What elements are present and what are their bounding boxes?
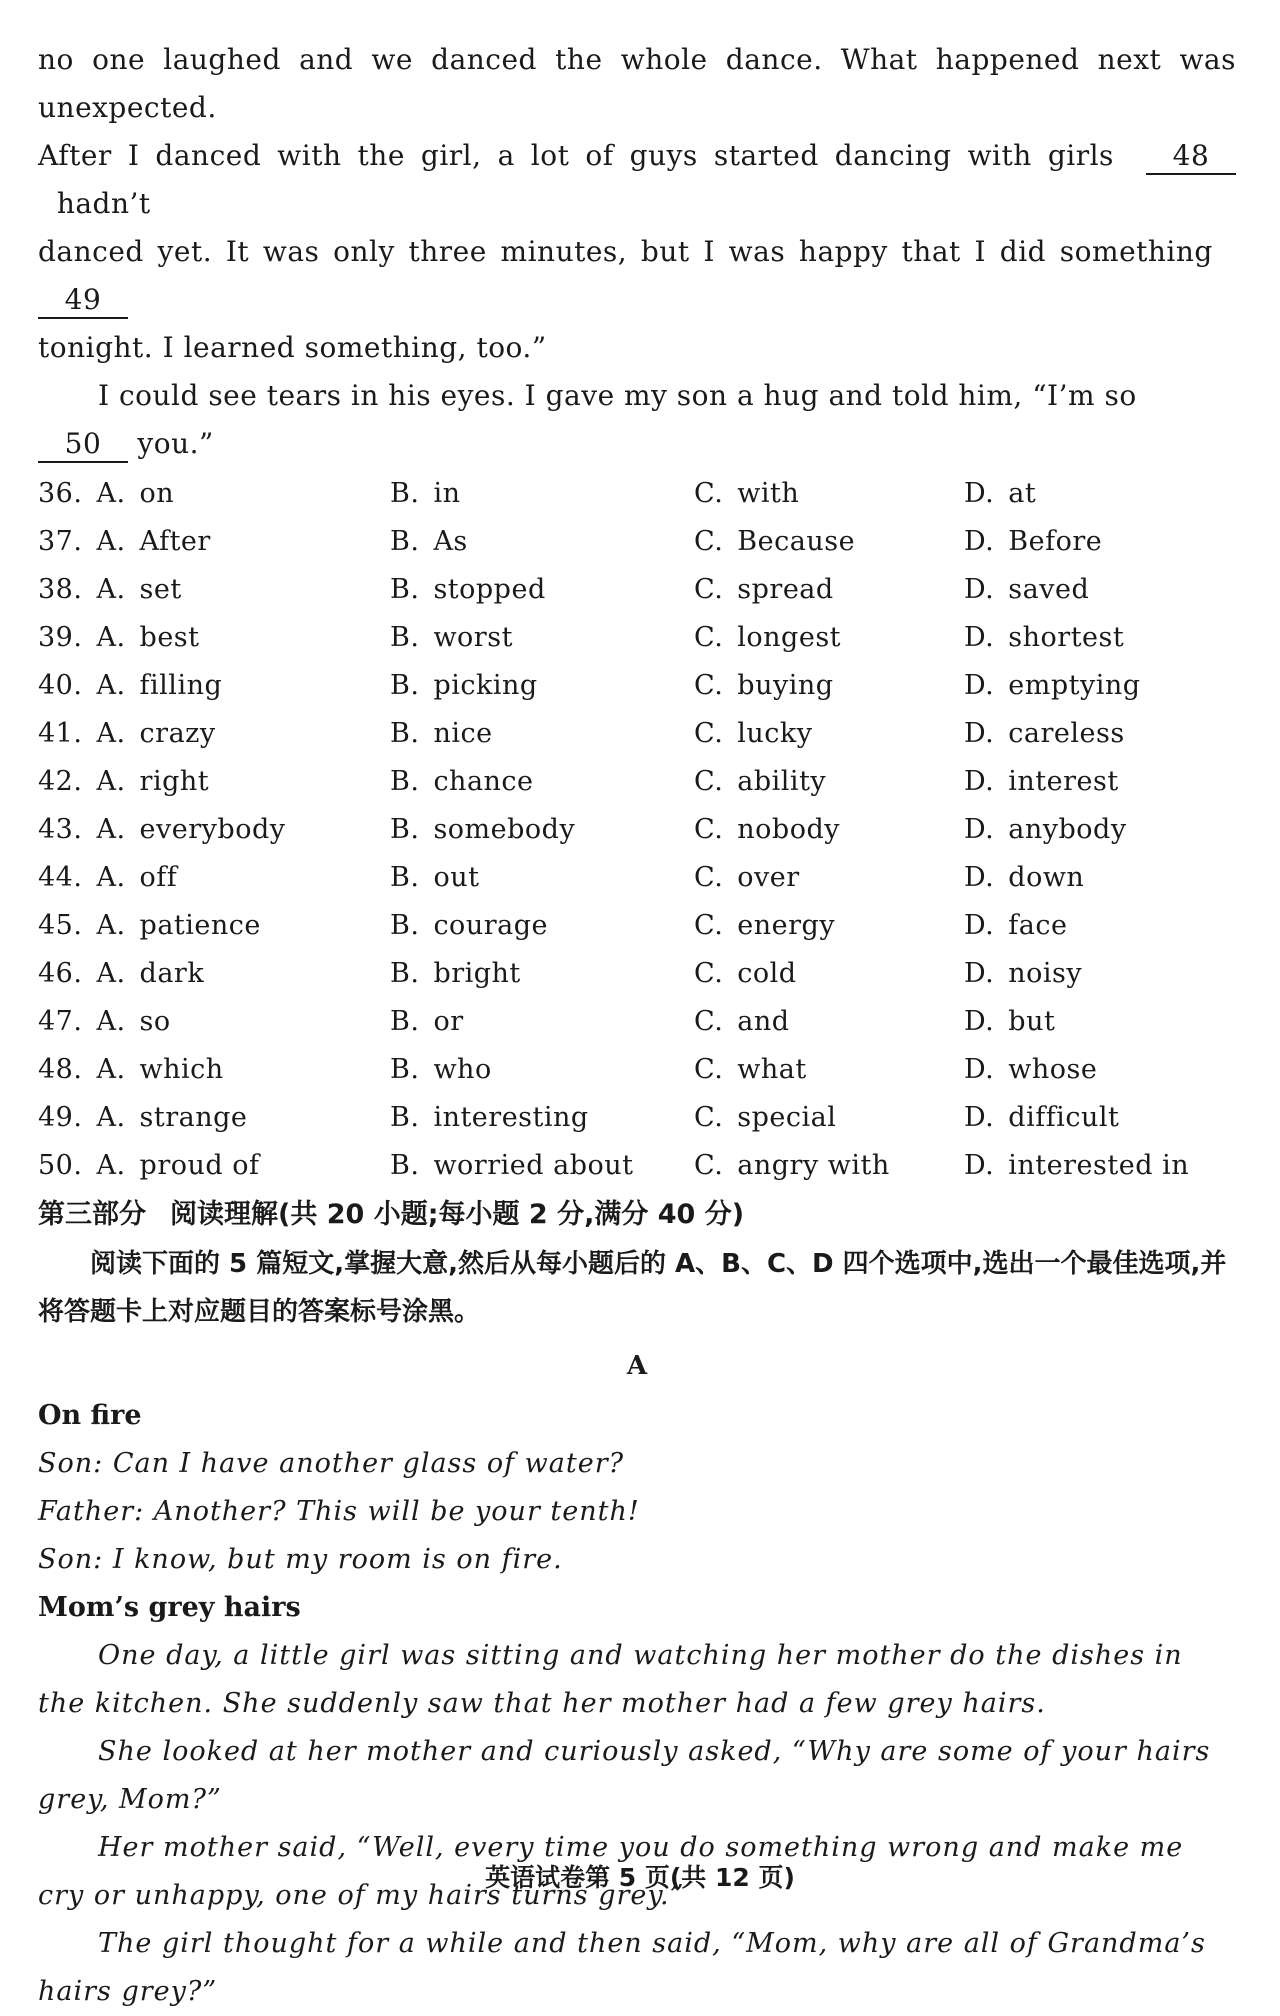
option-letter: D. (964, 718, 995, 749)
option-letter: D. (964, 766, 995, 797)
option-text: lucky (737, 718, 813, 749)
option-b (390, 1046, 694, 1094)
option-a (38, 758, 390, 806)
option-letter: A. (96, 862, 126, 893)
option-letter: D. (964, 622, 995, 653)
option-a (38, 854, 390, 902)
question-row (38, 1094, 1236, 1142)
passage-text: After I danced with the girl, a lot of guys started dancing with girls (38, 139, 1114, 172)
option-text: shortest (1008, 622, 1125, 653)
option-text: which (139, 1054, 224, 1085)
option-text: worried about (433, 1150, 634, 1181)
option-text: interesting (433, 1102, 589, 1133)
question-number: 38. (38, 574, 83, 605)
story-paragraph: She looked at her mother and curiously asked, “Why are some of your hairs grey, Mom?” (38, 1736, 1211, 1815)
passage-line (38, 420, 1236, 468)
question-number: 40. (38, 670, 83, 701)
blank-49: 49 (38, 283, 128, 319)
option-letter: D. (964, 670, 995, 701)
question-row (38, 518, 1236, 566)
option-a (38, 1094, 390, 1142)
option-letter: A. (96, 1054, 126, 1085)
option-letter: B. (390, 1102, 420, 1133)
option-letter: B. (390, 574, 420, 605)
option-letter: B. (390, 814, 420, 845)
option-letter: B. (390, 1006, 420, 1037)
passage-line (38, 132, 1236, 228)
question-row (38, 758, 1236, 806)
question-row (38, 902, 1236, 950)
option-d (964, 1142, 1224, 1190)
option-text: courage (433, 910, 548, 941)
option-text: off (139, 862, 178, 893)
question-number: 42. (38, 766, 83, 797)
option-b (390, 614, 694, 662)
question-number: 47. (38, 1006, 83, 1037)
option-text: crazy (139, 718, 216, 749)
option-b (390, 470, 694, 518)
option-a (38, 566, 390, 614)
option-b (390, 902, 694, 950)
option-c (694, 950, 964, 998)
option-text: set (139, 574, 182, 605)
option-letter: C. (694, 1150, 724, 1181)
option-b (390, 758, 694, 806)
option-b (390, 1094, 694, 1142)
option-text: chance (433, 766, 534, 797)
option-c (694, 998, 964, 1046)
option-letter: B. (390, 526, 420, 557)
passage-text: hadn’t (56, 187, 151, 220)
option-d (964, 470, 1224, 518)
option-a (38, 518, 390, 566)
option-text: interest (1008, 766, 1119, 797)
joke-title: On fire (38, 1400, 142, 1431)
passage-line: no one laughed and we danced the whole dance. What happened next was unexpected. (38, 43, 1236, 124)
option-text: whose (1008, 1054, 1098, 1085)
passage-line: tonight. I learned something, too.” (38, 331, 547, 364)
option-text: with (737, 478, 800, 509)
option-letter: B. (390, 862, 420, 893)
option-letter: A. (96, 958, 126, 989)
question-number: 48. (38, 1054, 83, 1085)
option-text: interested in (1008, 1150, 1190, 1181)
option-text: Because (737, 526, 856, 557)
option-letter: B. (390, 1054, 420, 1085)
option-text: spread (737, 574, 834, 605)
option-text: special (737, 1102, 837, 1133)
option-text: proud of (139, 1150, 260, 1181)
option-text: strange (139, 1102, 248, 1133)
question-row (38, 998, 1236, 1046)
option-letter: D. (964, 1150, 995, 1181)
question-number: 46. (38, 958, 83, 989)
option-text: emptying (1008, 670, 1141, 701)
option-letter: C. (694, 862, 724, 893)
option-text: ability (737, 766, 827, 797)
option-letter: A. (96, 1006, 126, 1037)
question-row (38, 470, 1236, 518)
option-letter: C. (694, 670, 724, 701)
option-text: As (433, 526, 468, 557)
option-d (964, 518, 1224, 566)
blank-50: 50 (38, 427, 128, 463)
option-text: or (433, 1006, 464, 1037)
option-letter: C. (694, 574, 724, 605)
option-a (38, 806, 390, 854)
option-letter: A. (96, 1150, 126, 1181)
option-a (38, 470, 390, 518)
option-a (38, 662, 390, 710)
option-d (964, 614, 1224, 662)
option-d (964, 710, 1224, 758)
option-text: over (737, 862, 800, 893)
option-a (38, 1142, 390, 1190)
option-text: but (1008, 1006, 1056, 1037)
option-letter: C. (694, 718, 724, 749)
option-c (694, 1046, 964, 1094)
question-number: 43. (38, 814, 83, 845)
option-letter: D. (964, 910, 995, 941)
question-row (38, 614, 1236, 662)
option-text: bright (433, 958, 521, 989)
option-c (694, 518, 964, 566)
question-number: 41. (38, 718, 83, 749)
option-text: careless (1008, 718, 1125, 749)
option-text: and (737, 1006, 790, 1037)
option-letter: D. (964, 958, 995, 989)
option-d (964, 566, 1224, 614)
option-b (390, 998, 694, 1046)
option-letter: C. (694, 958, 724, 989)
question-options-list (38, 470, 1236, 1190)
option-c (694, 806, 964, 854)
option-letter: A. (96, 622, 126, 653)
option-letter: C. (694, 814, 724, 845)
option-d (964, 950, 1224, 998)
option-c (694, 662, 964, 710)
option-letter: C. (694, 910, 724, 941)
option-c (694, 614, 964, 662)
option-text: what (737, 1054, 807, 1085)
option-text: filling (139, 670, 223, 701)
option-text: nice (433, 718, 493, 749)
passage-text: you.” (137, 427, 214, 460)
option-letter: B. (390, 958, 420, 989)
option-letter: D. (964, 526, 995, 557)
option-text: saved (1008, 574, 1090, 605)
option-text: angry with (737, 1150, 890, 1181)
option-letter: C. (694, 1054, 724, 1085)
option-d (964, 662, 1224, 710)
option-text: noisy (1008, 958, 1083, 989)
passage-letter: A (626, 1351, 648, 1381)
question-number: 45. (38, 910, 83, 941)
passage-text: danced yet. It was only three minutes, but I was happy that I did something (38, 235, 1213, 268)
option-b (390, 806, 694, 854)
question-row (38, 1142, 1236, 1190)
option-letter: A. (96, 814, 126, 845)
option-a (38, 950, 390, 998)
dialogue-line: Father: Another? This will be your tenth! (38, 1496, 640, 1527)
option-letter: C. (694, 478, 724, 509)
question-row (38, 806, 1236, 854)
option-letter: A. (96, 670, 126, 701)
option-text: cold (737, 958, 797, 989)
page-footer: 英语试卷第 5 页(共 12 页) (485, 1863, 795, 1892)
option-letter: C. (694, 1102, 724, 1133)
option-d (964, 902, 1224, 950)
option-a (38, 710, 390, 758)
option-d (964, 1046, 1224, 1094)
question-row (38, 950, 1236, 998)
option-text: Before (1008, 526, 1103, 557)
option-letter: D. (964, 1054, 995, 1085)
option-letter: B. (390, 622, 420, 653)
joke-title: Mom’s grey hairs (38, 1592, 301, 1623)
option-b (390, 950, 694, 998)
option-d (964, 806, 1224, 854)
question-number: 37. (38, 526, 83, 557)
option-d (964, 1094, 1224, 1142)
option-b (390, 662, 694, 710)
option-c (694, 854, 964, 902)
option-letter: D. (964, 478, 995, 509)
dialogue-line: Son: Can I have another glass of water? (38, 1448, 625, 1479)
option-text: longest (737, 622, 842, 653)
option-b (390, 518, 694, 566)
option-a (38, 998, 390, 1046)
question-number: 44. (38, 862, 83, 893)
option-c (694, 1142, 964, 1190)
option-b (390, 566, 694, 614)
option-text: on (139, 478, 175, 509)
question-row (38, 566, 1236, 614)
option-text: so (139, 1006, 171, 1037)
option-text: picking (433, 670, 538, 701)
option-text: stopped (433, 574, 546, 605)
option-text: somebody (433, 814, 576, 845)
option-letter: B. (390, 910, 420, 941)
blank-48: 48 (1146, 139, 1236, 175)
option-letter: A. (96, 766, 126, 797)
option-letter: D. (964, 862, 995, 893)
option-c (694, 710, 964, 758)
section-heading: 阅读理解(共 20 小题;每小题 2 分,满分 40 分) (170, 1199, 745, 1230)
section-number: 第三部分 (38, 1199, 146, 1230)
option-text: difficult (1008, 1102, 1120, 1133)
option-text: buying (737, 670, 834, 701)
option-a (38, 902, 390, 950)
story-paragraph: One day, a little girl was sitting and watching her mother do the dishes in the kitchen. She suddenly saw that her mother had a few grey hairs. (38, 1640, 1183, 1719)
option-d (964, 998, 1224, 1046)
option-text: who (433, 1054, 492, 1085)
question-number: 36. (38, 478, 83, 509)
option-c (694, 1094, 964, 1142)
option-letter: B. (390, 1150, 420, 1181)
question-number: 39. (38, 622, 83, 653)
option-letter: C. (694, 526, 724, 557)
option-text: at (1008, 478, 1037, 509)
option-letter: B. (390, 718, 420, 749)
option-letter: D. (964, 574, 995, 605)
question-row (38, 1046, 1236, 1094)
passage-line: I could see tears in his eyes. I gave my son a hug and told him, “I’m so (98, 379, 1137, 412)
option-b (390, 1142, 694, 1190)
option-letter: D. (964, 814, 995, 845)
option-text: right (139, 766, 210, 797)
option-text: energy (737, 910, 836, 941)
section-instructions: 阅读下面的 5 篇短文,掌握大意,然后从每小题后的 A、B、C、D 四个选项中,选出一个最佳选项,并将答题卡上对应题目的答案标号涂黑。 (38, 1249, 1227, 1327)
option-text: in (433, 478, 461, 509)
option-d (964, 758, 1224, 806)
cloze-passage (38, 36, 1236, 468)
option-c (694, 566, 964, 614)
option-b (390, 710, 694, 758)
question-number: 50. (38, 1150, 83, 1181)
option-text: face (1008, 910, 1068, 941)
story-paragraph: The girl thought for a while and then said, “Mom, why are all of Grandma’s hairs grey?” (38, 1928, 1206, 2007)
option-letter: B. (390, 670, 420, 701)
question-row (38, 662, 1236, 710)
option-letter: A. (96, 526, 126, 557)
option-d (964, 854, 1224, 902)
option-letter: D. (964, 1102, 995, 1133)
option-text: patience (139, 910, 261, 941)
option-letter: C. (694, 1006, 724, 1037)
option-letter: A. (96, 1102, 126, 1133)
option-letter: B. (390, 478, 420, 509)
option-text: After (139, 526, 211, 557)
question-row (38, 854, 1236, 902)
option-letter: D. (964, 1006, 995, 1037)
story-paragraph: Her mother said, “Well, every time you do something wrong and make me cry or unhappy, one of my hairs turns grey.” (38, 1832, 1184, 1911)
dialogue-line: Son: I know, but my room is on fire. (38, 1544, 563, 1575)
option-a (38, 614, 390, 662)
section-title (38, 1190, 1236, 1240)
option-text: anybody (1008, 814, 1127, 845)
option-letter: C. (694, 766, 724, 797)
option-letter: A. (96, 478, 126, 509)
passage-line (38, 228, 1236, 324)
option-letter: A. (96, 718, 126, 749)
option-text: best (139, 622, 200, 653)
option-letter: A. (96, 910, 126, 941)
option-c (694, 758, 964, 806)
question-row (38, 710, 1236, 758)
option-text: out (433, 862, 480, 893)
option-text: nobody (737, 814, 841, 845)
option-letter: C. (694, 622, 724, 653)
option-c (694, 902, 964, 950)
option-text: down (1008, 862, 1085, 893)
option-letter: A. (96, 574, 126, 605)
option-text: worst (433, 622, 513, 653)
question-number: 49. (38, 1102, 83, 1133)
option-a (38, 1046, 390, 1094)
option-c (694, 470, 964, 518)
option-b (390, 854, 694, 902)
option-text: everybody (139, 814, 286, 845)
option-text: dark (139, 958, 205, 989)
option-letter: B. (390, 766, 420, 797)
